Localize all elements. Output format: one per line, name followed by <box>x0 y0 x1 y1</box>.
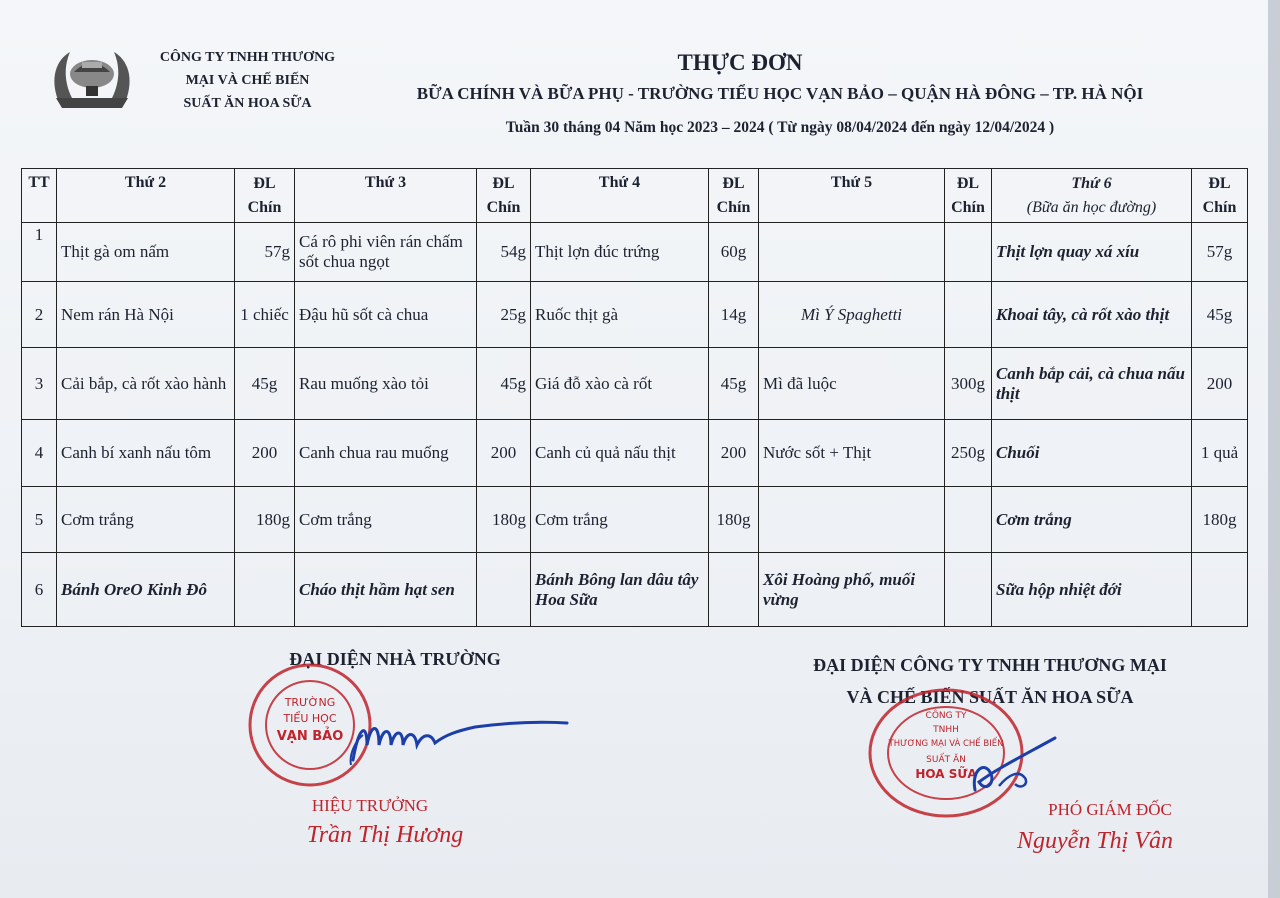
header-dl-6 <box>1192 169 1248 223</box>
company-director-title: PHÓ GIÁM ĐỐC <box>1048 800 1172 819</box>
company-director-name: Nguyễn Thị Vân <box>1017 828 1173 854</box>
dish-thu-5: Mì đã luộc <box>759 348 945 420</box>
table-header-row <box>22 169 1248 223</box>
qty-thu-5: 300g <box>945 348 992 420</box>
qty-thu-6 <box>1192 553 1248 627</box>
dish-thu-5: Xôi Hoàng phố, muối vừng <box>759 553 945 627</box>
header-tt: TT <box>22 169 57 223</box>
company-rep-line-1: ĐẠI DIỆN CÔNG TY TNHH THƯƠNG MẠI <box>813 655 1167 675</box>
table-row <box>22 223 1248 282</box>
dish-thu-3: Cơm trắng <box>295 487 477 553</box>
qty-thu-3 <box>477 553 531 627</box>
qty-thu-6: 45g <box>1192 282 1248 348</box>
qty-thu-4: 200 <box>709 420 759 487</box>
dish-thu-2: Bánh OreO Kinh Đô <box>57 553 235 627</box>
dish-thu-2: Canh bí xanh nấu tôm <box>57 420 235 487</box>
dish-thu-3: Cá rô phi viên rán chấm sốt chua ngọt <box>295 223 477 282</box>
table-row <box>22 553 1248 627</box>
dish-thu-6: Khoai tây, cà rốt xào thịt <box>992 282 1192 348</box>
chin-label: Chín <box>716 198 751 216</box>
week-range: Tuần 30 tháng 04 Năm học 2023 – 2024 ( Từ ngày 08/04/2024 đến ngày 12/04/2024 ) <box>505 119 1055 136</box>
qty-thu-3: 54g <box>477 223 531 282</box>
qty-thu-2: 180g <box>235 487 295 553</box>
chin-label: Chín <box>1202 198 1237 216</box>
dish-thu-4: Giá đỗ xào cà rốt <box>531 348 709 420</box>
header-dl-2 <box>235 169 295 223</box>
qty-thu-3: 180g <box>477 487 531 553</box>
qty-thu-6: 1 quả <box>1192 420 1248 487</box>
qty-thu-3: 25g <box>477 282 531 348</box>
row-number: 4 <box>22 420 57 487</box>
dl-label: ĐL <box>956 174 980 192</box>
company-director-signature <box>955 730 1065 800</box>
dish-thu-5 <box>759 223 945 282</box>
qty-thu-2: 45g <box>235 348 295 420</box>
qty-thu-5 <box>945 223 992 282</box>
dish-thu-6: Chuối <box>992 420 1192 487</box>
dish-thu-2: Nem rán Hà Nội <box>57 282 235 348</box>
dish-thu-4: Ruốc thịt gà <box>531 282 709 348</box>
company-stamp-line-2: TNHH <box>933 725 959 735</box>
dish-thu-2: Thịt gà om nấm <box>57 223 235 282</box>
row-number: 3 <box>22 348 57 420</box>
qty-thu-2: 1 chiếc <box>235 282 295 348</box>
school-principal-name: Trần Thị Hương <box>306 822 464 848</box>
dish-thu-6: Cơm trắng <box>992 487 1192 553</box>
dl-label: ĐL <box>492 174 515 192</box>
qty-thu-6: 180g <box>1192 487 1248 553</box>
row-number: 1 <box>22 223 57 282</box>
dl-label: ĐL <box>1208 174 1231 192</box>
company-stamp-line-5: HOA SỮA <box>915 767 977 781</box>
qty-thu-6: 57g <box>1192 223 1248 282</box>
dish-thu-6: Thịt lợn quay xá xíu <box>992 223 1192 282</box>
row-number: 6 <box>22 553 57 627</box>
header-thu-5: Thứ 5 <box>759 169 945 223</box>
qty-thu-4: 60g <box>709 223 759 282</box>
header-thu-6 <box>992 169 1192 223</box>
qty-thu-3: 200 <box>477 420 531 487</box>
company-line-3: SUẤT ĂN HOA SỮA <box>183 96 312 111</box>
school-principal-title: HIỆU TRƯỞNG <box>311 796 429 815</box>
dish-thu-3: Rau muống xào tỏi <box>295 348 477 420</box>
header-thu-4: Thứ 4 <box>531 169 709 223</box>
chin-label: Chín <box>951 198 985 216</box>
chin-label: Chín <box>486 198 521 216</box>
dish-thu-2: Cơm trắng <box>57 487 235 553</box>
company-stamp-line-1: CÔNG TY <box>925 711 967 721</box>
header-dl-5 <box>945 169 992 223</box>
table-row <box>22 348 1248 420</box>
table-row <box>22 487 1248 553</box>
qty-thu-5 <box>945 282 992 348</box>
qty-thu-4: 180g <box>709 487 759 553</box>
qty-thu-2: 57g <box>235 223 295 282</box>
school-stamp-line-1: TRƯỜNG <box>284 696 336 709</box>
dish-thu-5 <box>759 487 945 553</box>
dish-thu-5: Mì Ý Spaghetti <box>759 282 945 348</box>
dish-thu-3: Canh chua rau muống <box>295 420 477 487</box>
dish-thu-3: Cháo thịt hầm hạt sen <box>295 553 477 627</box>
qty-thu-4: 14g <box>709 282 759 348</box>
company-name <box>140 46 355 115</box>
header-thu-3: Thứ 3 <box>295 169 477 223</box>
qty-thu-2: 200 <box>235 420 295 487</box>
qty-thu-4: 45g <box>709 348 759 420</box>
row-number: 5 <box>22 487 57 553</box>
thu-6-label: Thứ 6 <box>1071 174 1112 192</box>
table-row <box>22 420 1248 487</box>
school-stamp-line-3: VẠN BẢO <box>276 729 344 744</box>
header-dl-3 <box>477 169 531 223</box>
thu-6-note: (Bữa ăn học đường) <box>1026 198 1157 216</box>
school-representative-heading: ĐẠI DIỆN NHÀ TRƯỜNG <box>289 649 501 669</box>
qty-thu-5: 250g <box>945 420 992 487</box>
menu-table <box>21 168 1248 627</box>
row-number: 2 <box>22 282 57 348</box>
dish-thu-6: Sữa hộp nhiệt đới <box>992 553 1192 627</box>
company-logo <box>50 48 134 112</box>
dish-thu-5: Nước sốt + Thịt <box>759 420 945 487</box>
qty-thu-5 <box>945 487 992 553</box>
qty-thu-2 <box>235 553 295 627</box>
dl-label: ĐL <box>722 174 745 192</box>
company-line-1: CÔNG TY TNHH THƯƠNG <box>159 50 336 65</box>
dish-thu-3: Đậu hũ sốt cà chua <box>295 282 477 348</box>
menu-subtitle: BỮA CHÍNH VÀ BỮA PHỤ - TRƯỜNG TIỂU HỌC VẠN BẢO – QUẬN HÀ ĐÔNG – TP. HÀ NỘI <box>416 84 1144 103</box>
school-stamp-line-2: TIỂU HỌC <box>283 712 337 725</box>
company-stamp-line-4: SUẤT ĂN <box>926 755 966 765</box>
menu-title: THỰC ĐƠN <box>677 50 803 75</box>
dish-thu-4: Cơm trắng <box>531 487 709 553</box>
company-stamp-line-3: THƯƠNG MẠI VÀ CHẾ BIẾN <box>888 739 1004 749</box>
school-principal-signature <box>345 705 575 775</box>
company-line-2: MẠI VÀ CHẾ BIẾN <box>185 73 310 88</box>
dish-thu-4: Canh củ quả nấu thịt <box>531 420 709 487</box>
chin-label: Chín <box>247 198 282 216</box>
qty-thu-6: 200 <box>1192 348 1248 420</box>
qty-thu-3: 45g <box>477 348 531 420</box>
header-thu-2: Thứ 2 <box>57 169 235 223</box>
company-rep-line-2: VÀ CHẾ BIẾN SUẤT ĂN HOA SỮA <box>846 687 1134 707</box>
dish-thu-2: Cải bắp, cà rốt xào hành <box>57 348 235 420</box>
page-edge <box>1268 0 1280 898</box>
qty-thu-5 <box>945 553 992 627</box>
header-dl-4 <box>709 169 759 223</box>
dish-thu-4: Bánh Bông lan dâu tây Hoa Sữa <box>531 553 709 627</box>
dish-thu-4: Thịt lợn đúc trứng <box>531 223 709 282</box>
table-row <box>22 282 1248 348</box>
dish-thu-6: Canh bắp cải, cà chua nấu thịt <box>992 348 1192 420</box>
dl-label: ĐL <box>253 174 276 192</box>
qty-thu-4 <box>709 553 759 627</box>
